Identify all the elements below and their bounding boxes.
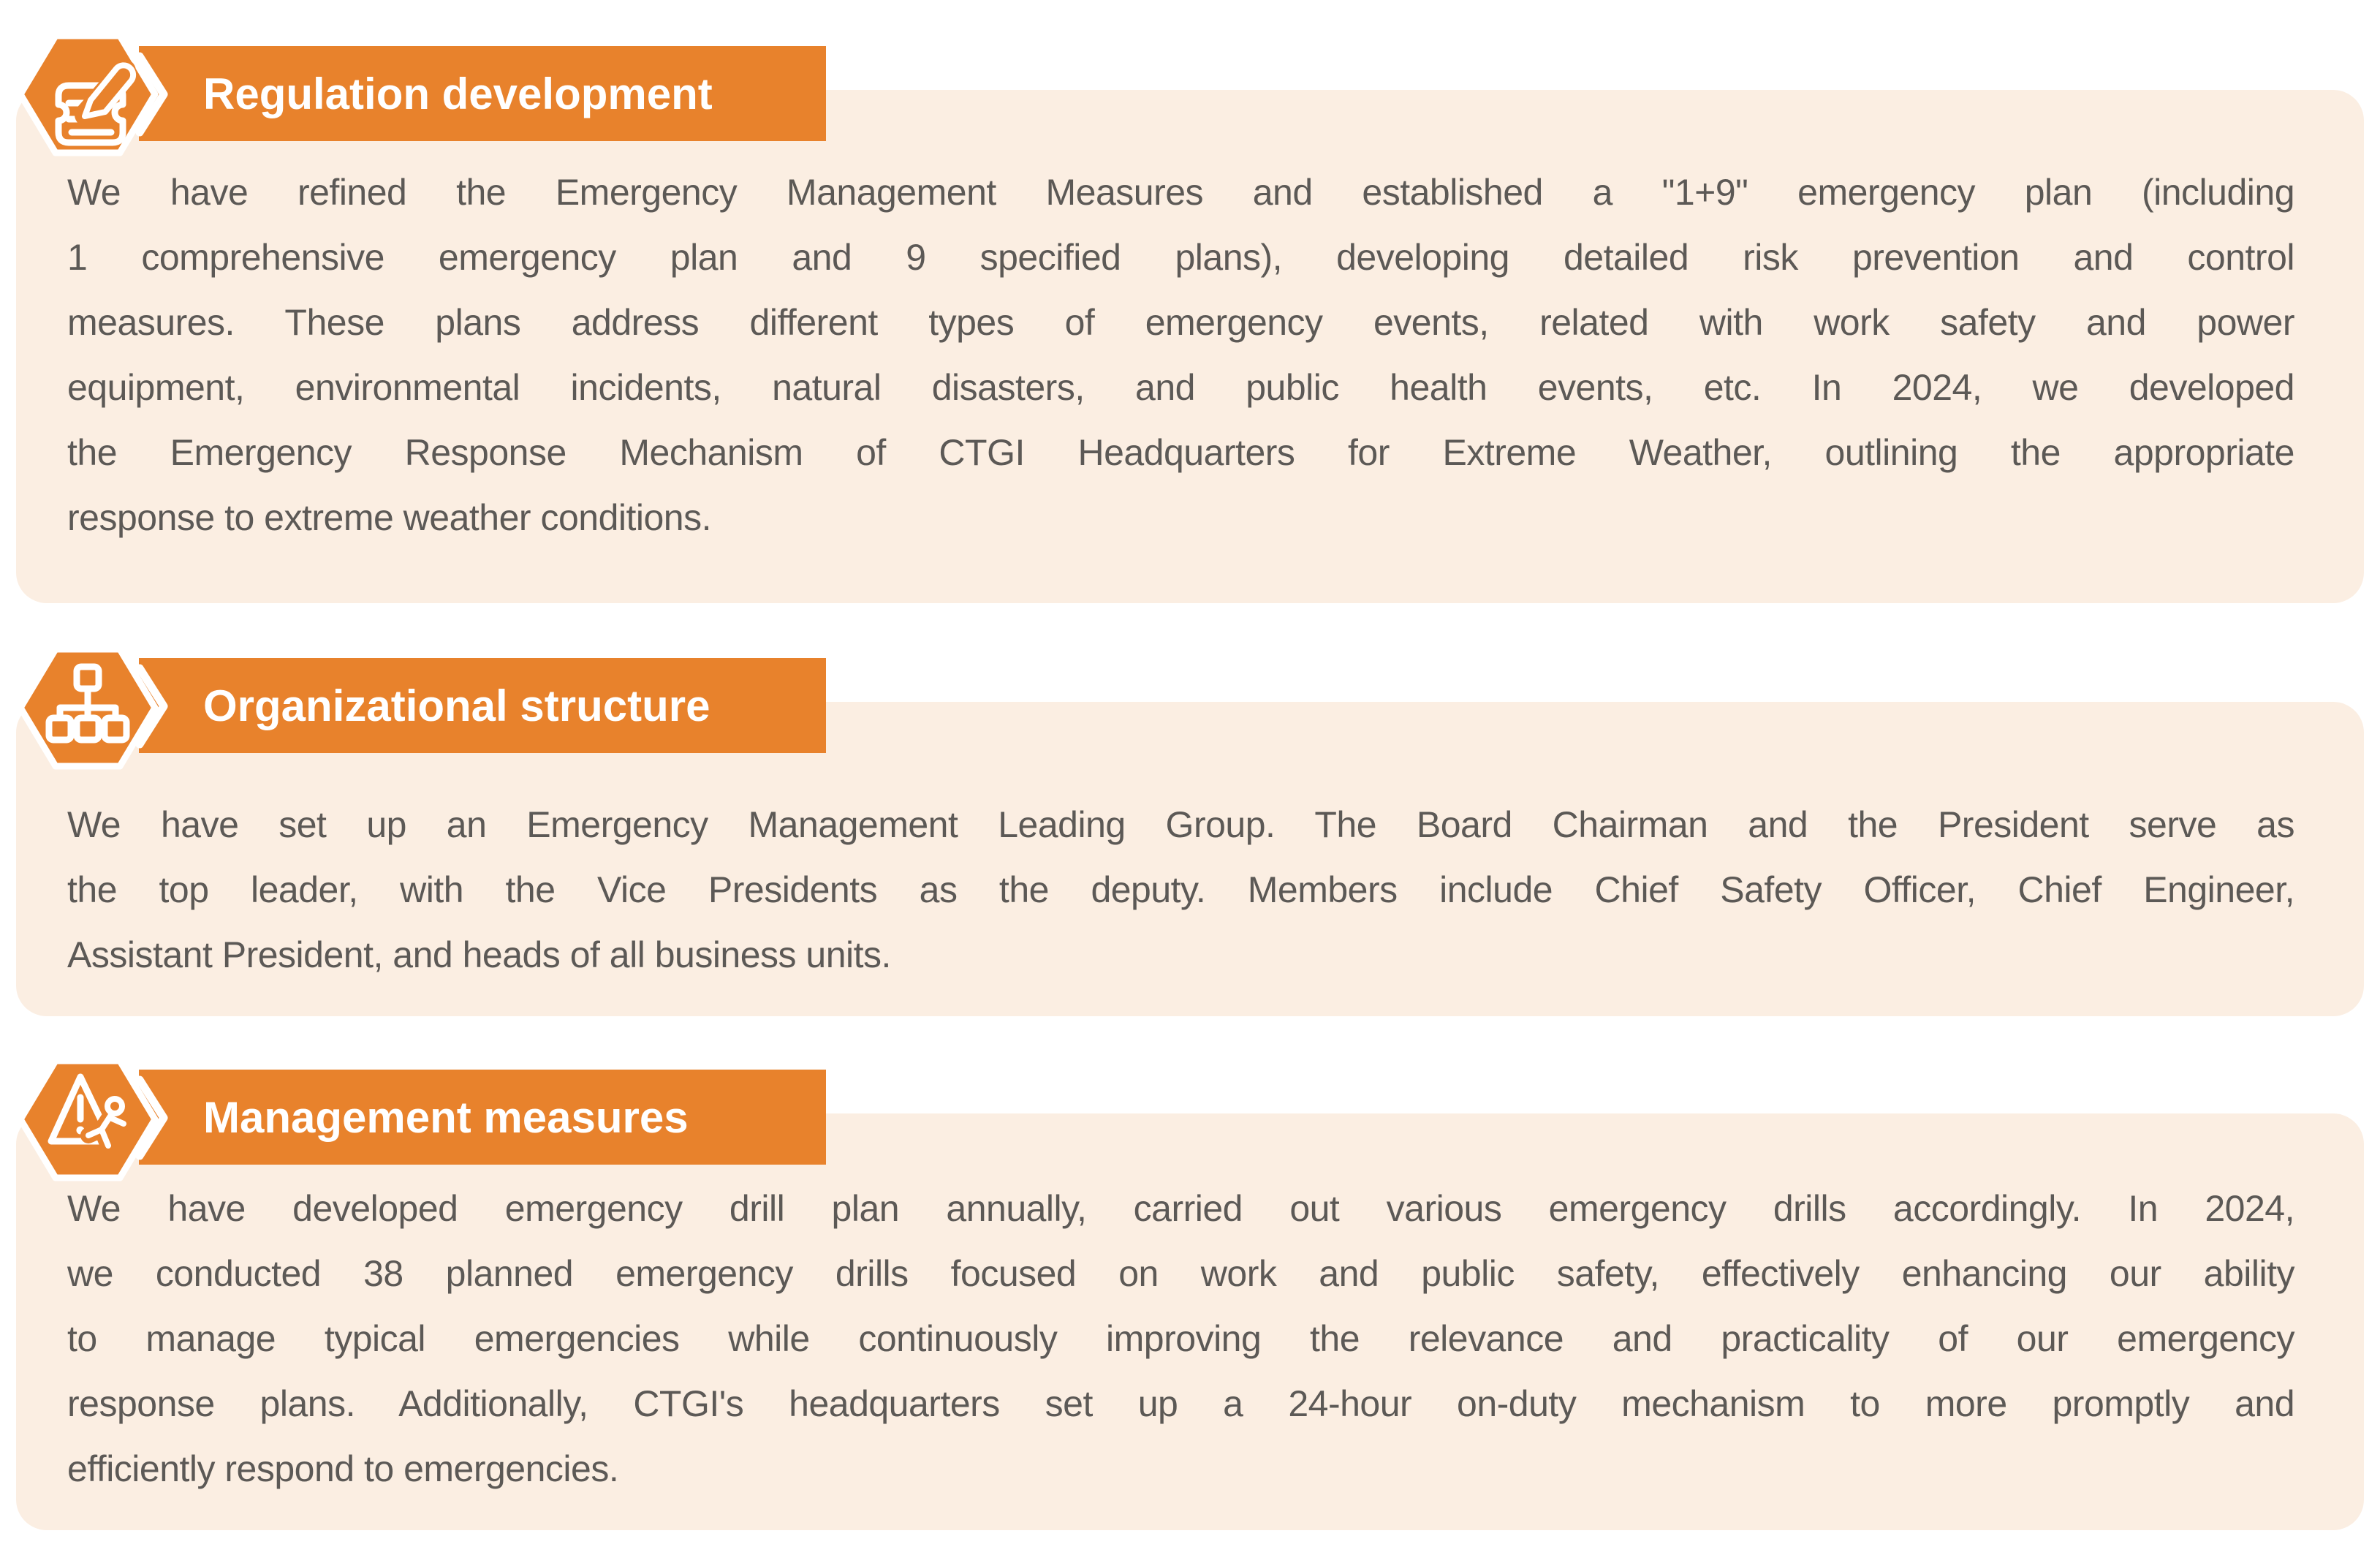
section-title: Management measures <box>203 1092 689 1142</box>
body-text-line: equipment, environmental incidents, natural disasters, and public health events, etc. In 2024, we developed <box>67 367 2294 408</box>
body-text-line: We have developed emergency drill plan annually, carried out various emergency drills accordingly. In 2024, <box>67 1188 2294 1229</box>
body-text-line: We have refined the Emergency Management Measures and established a "1+9" emergency plan (including <box>67 172 2294 213</box>
chevron-right-icon <box>134 51 171 137</box>
body-text-line: to manage typical emergencies while continuously improving the relevance and practicality of our emergency <box>67 1318 2294 1359</box>
section-header-bar <box>139 46 826 141</box>
body-text-line: the Emergency Response Mechanism of CTGI Headquarters for Extreme Weather, outlining the appropriate <box>67 432 2294 473</box>
body-text-line: we conducted 38 planned emergency drills focused on work and public safety, effectively enhancing our ability <box>67 1253 2294 1294</box>
section-panel <box>16 1113 2364 1530</box>
section-header-bar <box>139 658 826 753</box>
body-text-line: the top leader, with the Vice Presidents as the deputy. Members include Chief Safety Officer, Chief Engineer, <box>67 869 2294 910</box>
section-header-bar <box>139 1070 826 1165</box>
body-text-line: efficiently respond to emergencies. <box>67 1448 619 1489</box>
body-text-line: 1 comprehensive emergency plan and 9 specified plans), developing detailed risk prevention and control <box>67 237 2294 278</box>
section-panel <box>16 90 2364 603</box>
body-text-line: response to extreme weather conditions. <box>67 497 711 538</box>
body-text-line: measures. These plans address different types of emergency events, related with work safety and power <box>67 302 2294 343</box>
body-text-line: response plans. Additionally, CTGI's headquarters set up a 24-hour on-duty mechanism to more promptly and <box>67 1383 2294 1424</box>
section-title: Regulation development <box>203 69 713 118</box>
body-text-line: We have set up an Emergency Management Leading Group. The Board Chairman and the President serve as <box>67 804 2294 845</box>
chevron-right-icon <box>134 1075 171 1161</box>
section-title: Organizational structure <box>203 681 710 730</box>
chevron-right-icon <box>134 663 171 749</box>
body-text-line: Assistant President, and heads of all business units. <box>67 934 891 975</box>
